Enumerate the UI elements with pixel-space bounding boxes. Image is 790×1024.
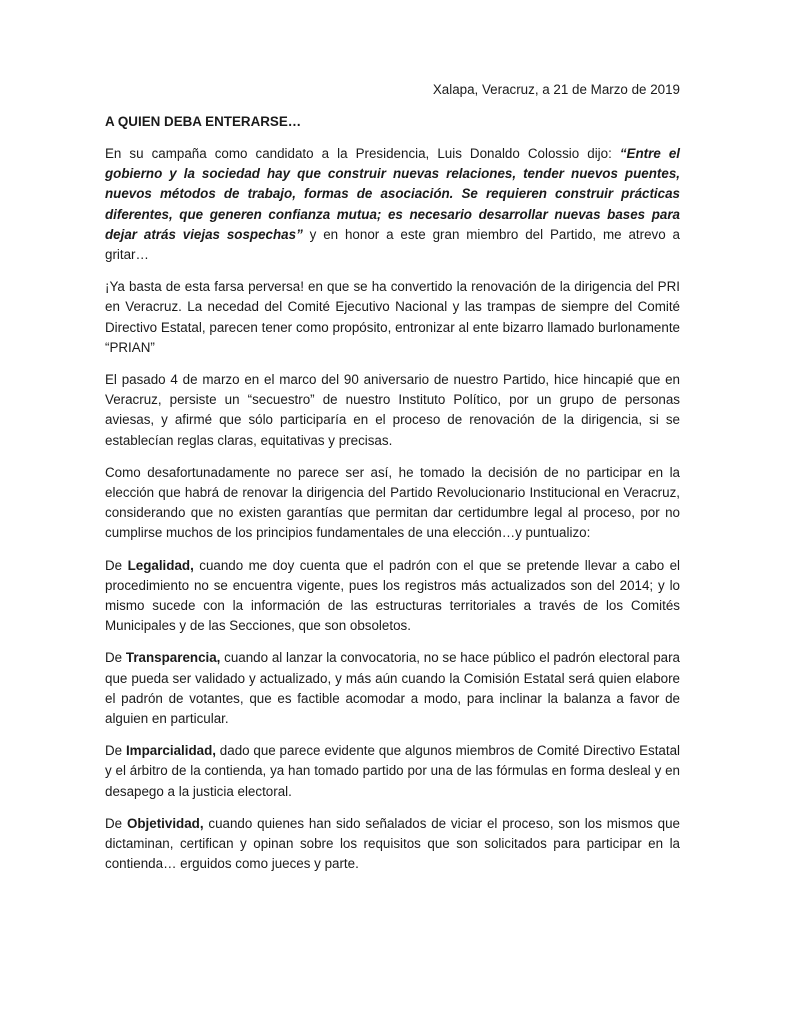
paragraph-prefix: De [105, 557, 128, 573]
paragraph-text: dado que parece evidente que algunos miembros de Comité Directivo Estatal y el árbitro de la contienda, ya han tomado partido por una de las fórmulas en forma desleal y en desapego a la justicia electoral. [105, 743, 680, 799]
paragraph-legalidad [105, 556, 680, 637]
term-objetividad: Objetividad, [126, 815, 204, 831]
paragraph-prefix: De [105, 650, 126, 666]
paragraph-tail: y en honor a este gran miembro del Partido, me atrevo a gritar… [105, 226, 680, 263]
letter-page [105, 80, 680, 887]
paragraph-prefix: De [105, 743, 126, 759]
paragraph-objetividad [105, 814, 680, 875]
paragraph-text: cuando al lanzar la convocatoria, no se hace público el padrón electoral para que pueda ser validado y actualizado, y más aún cuando la Comisión Estatal será quien elabore el padrón de votantes, que es factible acomodar a modo, para inclinar la balanza a favor de alguien en particular. [105, 650, 681, 727]
paragraph-imparcialidad [105, 741, 680, 802]
paragraph-text: cuando me doy cuenta que el padrón con el que se pretende llevar a cabo el procedimiento no se encuentra vigente, pues los registros más actualizados son del 2014; y lo mismo sucede con la información de las estructuras territoriales a través de los Comités Municipales y de las Secciones, que son obsoletos. [105, 557, 681, 634]
letter-salutation: A QUIEN DEBA ENTERARSE… [105, 114, 302, 129]
term-legalidad: Legalidad, [127, 557, 194, 573]
paragraph-ya-basta: ¡Ya basta de esta farsa perversa! en que se ha convertido la renovación de la dirigencia del PRI en Veracruz. La necedad del Comité Ejecutivo Nacional y las trampas de siempre del Comité Directivo Estatal, parecen tener como propósito, entronizar al ente bizarro llamado burlonamente “PRIAN” [105, 279, 680, 355]
paragraph-4-marzo: El pasado 4 de marzo en el marco del 90 aniversario de nuestro Partido, hice hincapié que en Veracruz, persiste un “secuestro” de nuestro Instituto Político, por un grupo de personas aviesas, y afirmé que sólo participaría en el proceso de renovación de la dirigencia, si se establecían reglas claras, equitativas y precisas. [105, 372, 680, 448]
paragraph-lead: En su campaña como candidato a la Presidencia, Luis Donaldo Colossio dijo: [105, 146, 620, 161]
letter-date: Xalapa, Veracruz, a 21 de Marzo de 2019 [432, 82, 680, 97]
term-imparcialidad: Imparcialidad, [125, 743, 216, 759]
term-transparencia: Transparencia, [125, 650, 221, 666]
paragraph-transparencia [105, 648, 680, 729]
paragraph-decision: Como desafortunadamente no parece ser así, he tomado la decisión de no participar en la elección que habrá de renovar la dirigencia del Partido Revolucionario Institucional en Veracruz, considerando que no existen garantías que permitan dar certidumbre legal al proceso, por no cumplirse muchos de los principios fundamentales de una elección…y puntualizo: [105, 464, 680, 541]
paragraph-text: cuando quienes han sido señalados de viciar el proceso, son los mismos que dictaminan, certifican y opinan sobre los requisitos que son solicitados para participar en la contienda… erguidos como jueces y parte. [105, 815, 680, 872]
paragraph-prefix: De [105, 815, 127, 831]
colosio-quote: “Entre el gobierno y la sociedad hay que construir nuevas relaciones, tender nuevos puentes, nuevos métodos de trabajo, formas de asociación. Se requieren construir prácticas diferentes, que generen confianza mutua; es necesario desarrollar nuevas bases para dejar atrás viejas sospechas” [105, 146, 680, 242]
paragraph-colosio-quote [105, 144, 680, 265]
